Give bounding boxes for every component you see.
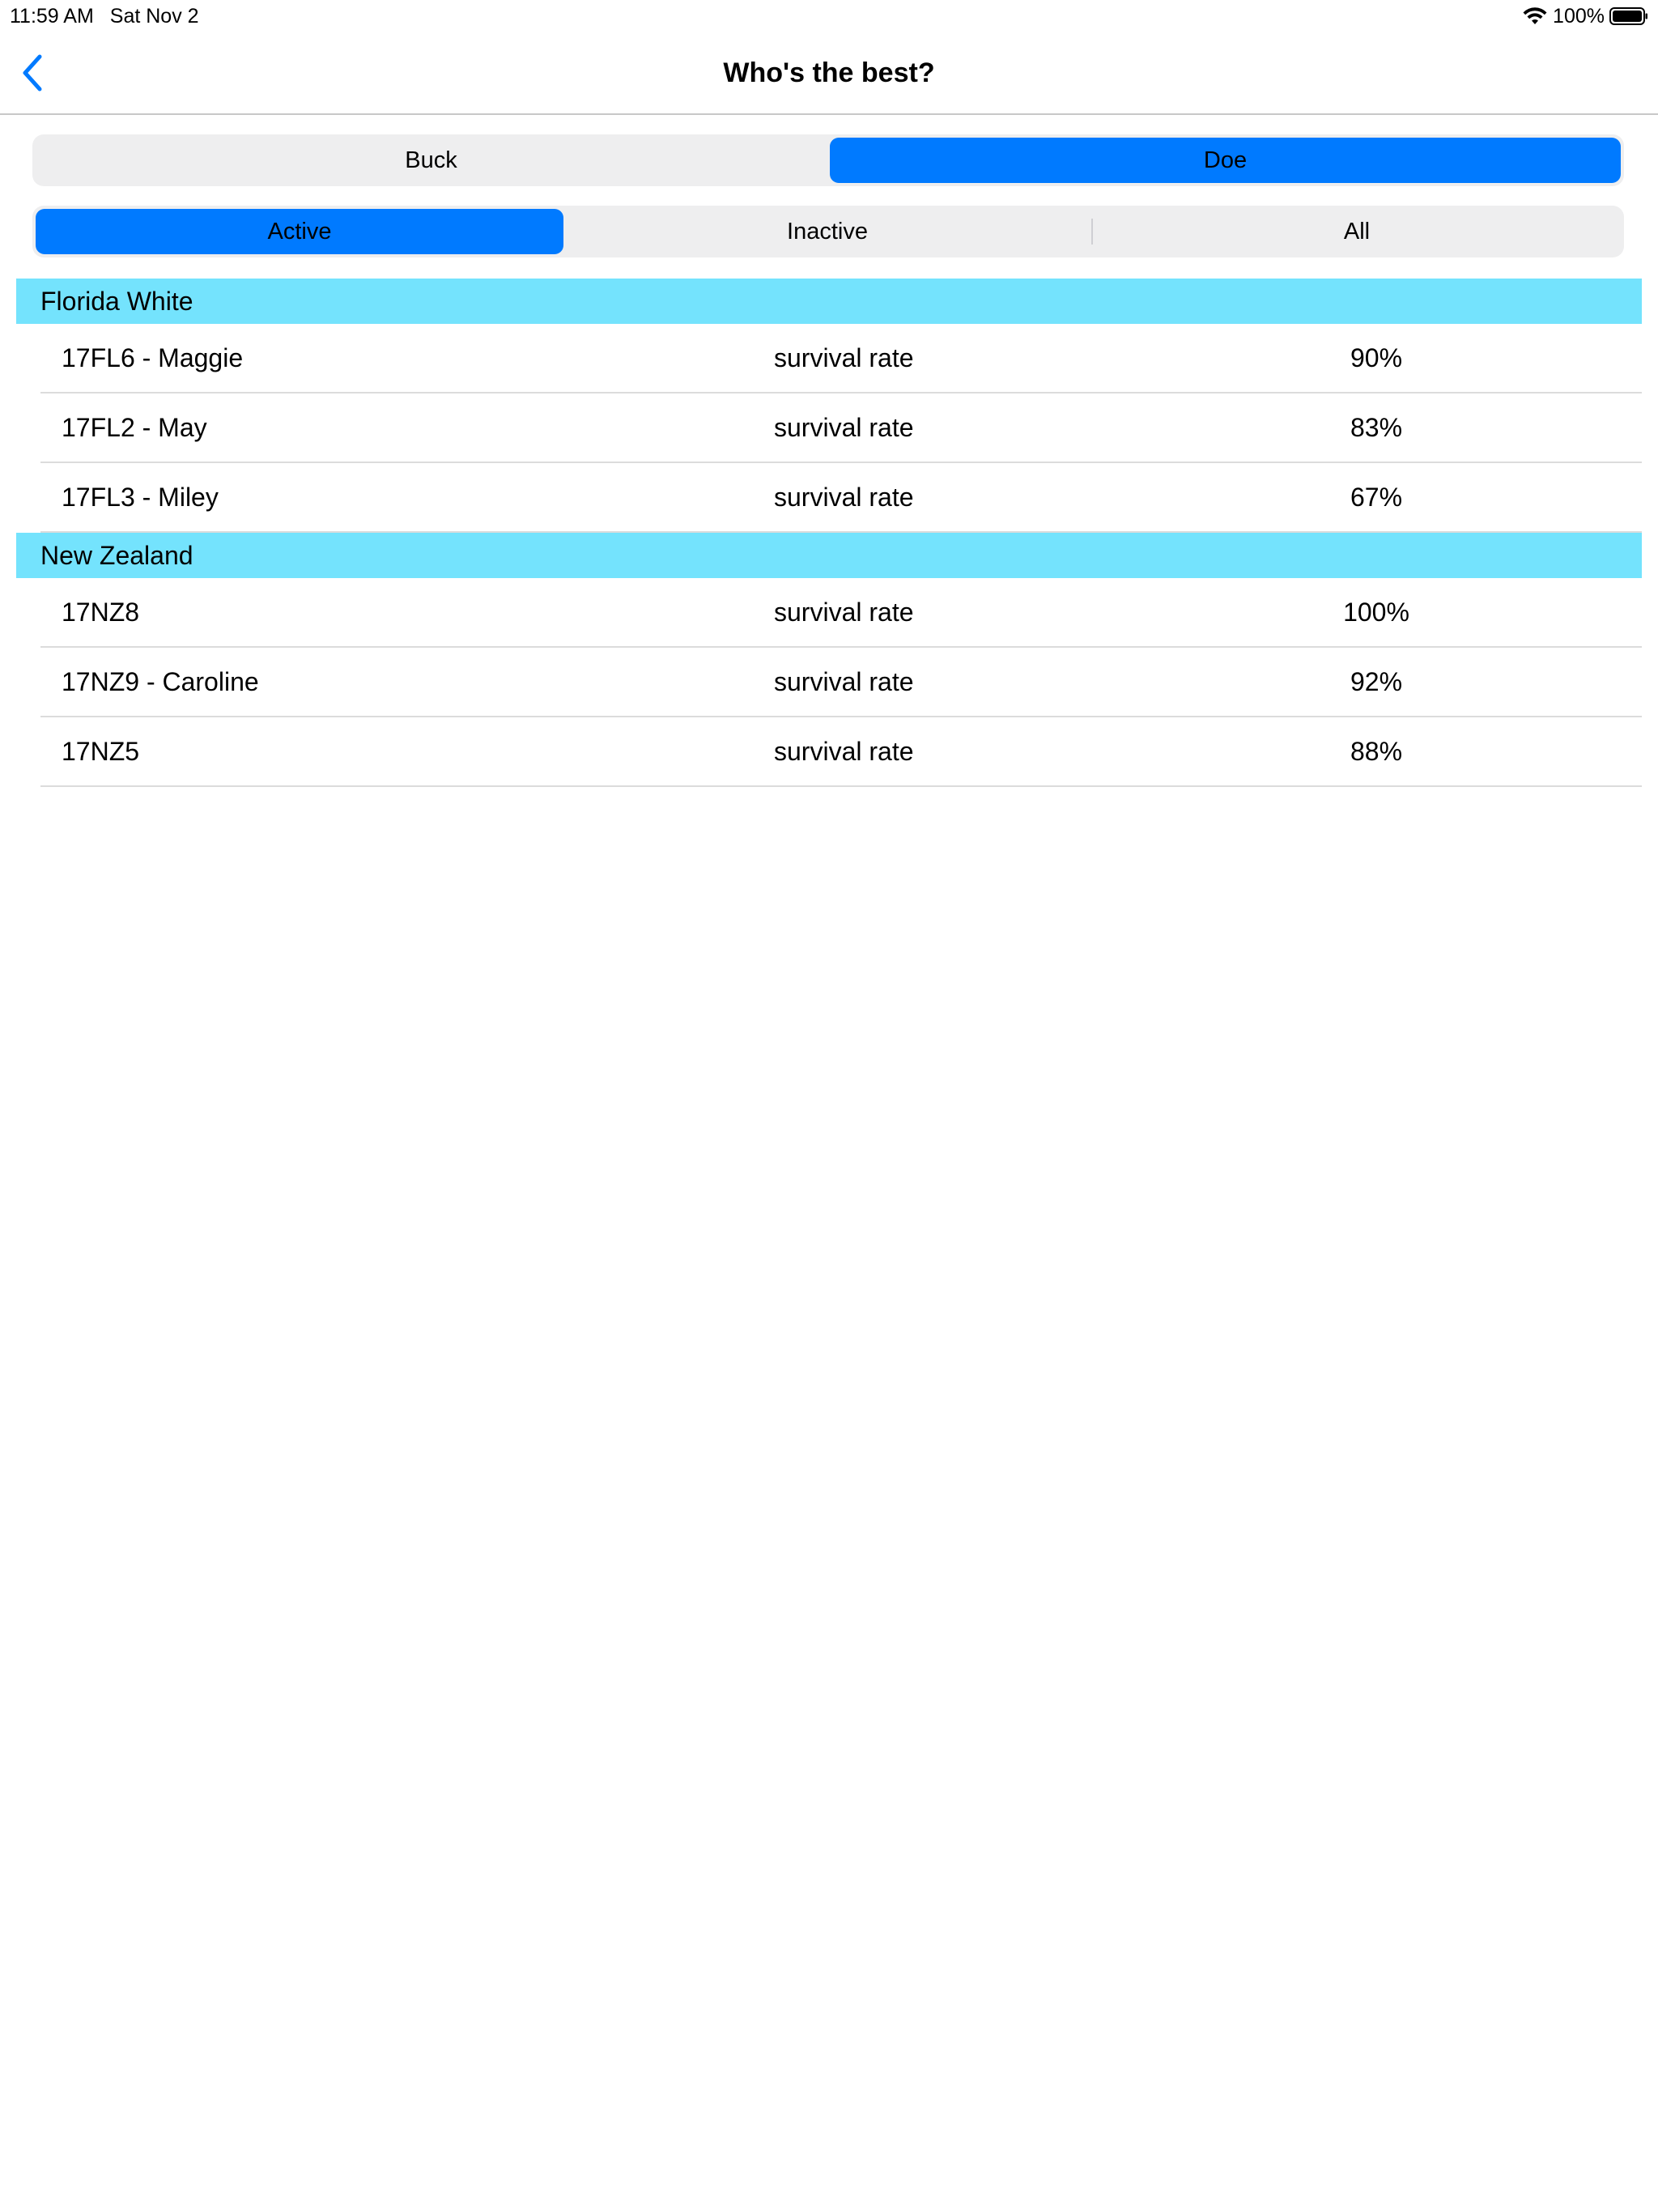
table-row[interactable] [40,393,1642,463]
row-value: 90% [1350,343,1403,372]
row-value: 67% [1350,483,1403,512]
row-value: 83% [1350,413,1403,442]
row-metric: survival rate [774,483,914,512]
status-segmented-control [32,206,1624,257]
section-header-new-zealand: New Zealand [16,533,1642,578]
page-title: Who's the best? [723,57,935,88]
row-value: 92% [1350,667,1403,696]
row-metric: survival rate [774,737,914,766]
status-bar [0,0,1658,32]
status-bar-right [1522,0,1648,32]
segment-doe-label: Doe [1203,147,1248,173]
table-row[interactable] [40,324,1642,393]
row-name: 17FL3 - Miley [62,483,219,512]
wifi-icon [1522,6,1548,26]
table-row[interactable] [40,648,1642,717]
status-date: Sat Nov 2 [109,5,199,28]
table-row[interactable] [40,717,1642,787]
row-name: 17NZ8 [62,598,140,627]
row-name: 17FL2 - May [62,413,207,442]
segment-inactive-label: Inactive [787,218,868,245]
row-metric: survival rate [774,413,914,442]
segment-active[interactable] [36,209,563,254]
section-header-florida-white: Florida White [16,279,1642,324]
row-value: 100% [1343,598,1409,627]
row-name: 17NZ9 - Caroline [62,667,259,696]
battery-percent: 100% [1553,5,1605,28]
battery-icon [1609,7,1648,25]
segment-inactive[interactable] [563,209,1091,254]
segment-doe[interactable] [830,138,1621,183]
row-name: 17NZ5 [62,737,140,766]
table-row[interactable] [40,578,1642,648]
row-value: 88% [1350,737,1403,766]
table-row[interactable] [40,463,1642,533]
segment-buck-label: Buck [405,147,457,173]
row-name: 17FL6 - Maggie [62,343,244,372]
sex-segmented-control [32,134,1624,186]
row-metric: survival rate [774,667,914,696]
segment-all[interactable] [1093,209,1621,254]
status-bar-left [10,0,199,32]
segment-buck[interactable] [36,138,827,183]
navigation-bar [0,32,1658,115]
segment-active-label: Active [267,218,332,245]
row-metric: survival rate [774,343,914,372]
segment-all-label: All [1343,218,1371,245]
row-metric: survival rate [774,598,914,627]
status-time: 11:59 AM [10,5,94,28]
